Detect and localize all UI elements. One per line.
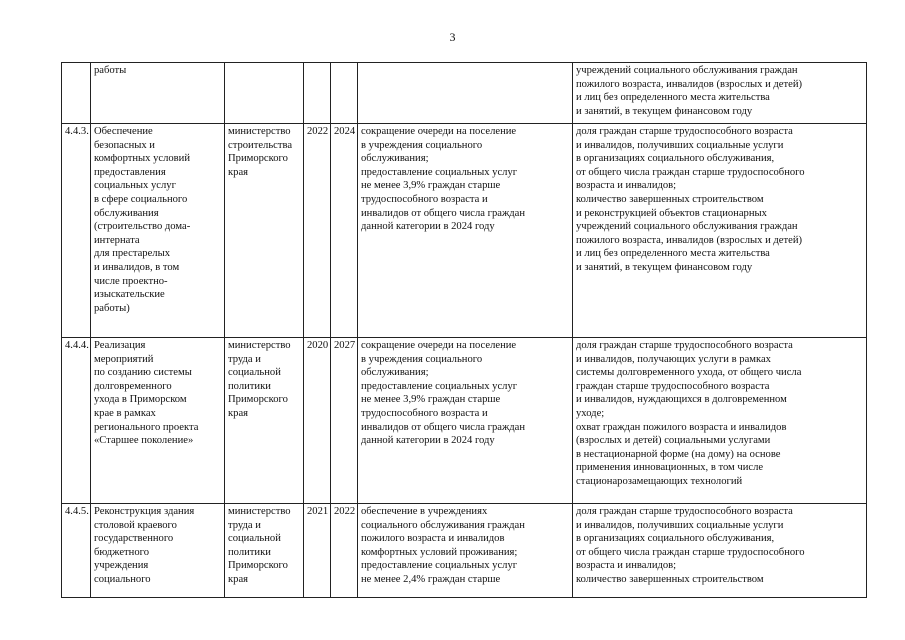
text-line: предоставления — [94, 166, 166, 178]
year-end-cell: 2027 — [331, 338, 358, 504]
row-number: 4.4.3. — [62, 124, 91, 338]
text-line: крае в рамках — [94, 407, 156, 419]
text-line: Обеспечение — [94, 126, 153, 137]
text-line: пожилого возраста и инвалидов — [361, 533, 505, 545]
year-start-cell: 2022 — [304, 124, 331, 338]
text-line: и инвалидов, нуждающихся в долговременном — [576, 394, 787, 406]
text-line: (строительство дома- — [94, 221, 191, 233]
text-line: строительства — [228, 139, 293, 151]
text-line: политики — [228, 546, 271, 558]
text-line: Реализация — [94, 340, 146, 351]
text-line: социальной — [228, 533, 281, 545]
text-line: уходе; — [576, 407, 605, 419]
text-line: применения инновационных, в том числе — [576, 462, 764, 474]
text-line: министерство — [228, 506, 291, 517]
text-line: количество завершенных строительством — [576, 193, 764, 205]
row-number — [62, 63, 91, 124]
expected-result-cell — [358, 124, 573, 338]
executor-cell — [225, 63, 304, 124]
text-line: данной категории в 2024 году — [361, 435, 495, 447]
year-end-cell: 2022 — [331, 504, 358, 598]
indicator-cell — [573, 338, 867, 504]
text-line: системы долговременного ухода, от общего числа — [576, 367, 802, 379]
text-line: обеспечение в учреждениях — [361, 506, 488, 517]
text-line: интерната — [94, 234, 140, 246]
text-line: государственного — [94, 533, 174, 545]
text-line: возраста и инвалидов; — [576, 560, 677, 572]
text-line: пожилого возраста, инвалидов (взрослых и детей) — [576, 234, 803, 246]
text-line: предоставление социальных услуг — [361, 380, 518, 392]
text-line: в учреждения социального — [361, 353, 483, 365]
table-row — [62, 63, 867, 124]
executor-cell — [225, 504, 304, 598]
text-line: министерство — [228, 340, 291, 351]
text-line: и инвалидов, получающих услуги в рамках — [576, 353, 771, 365]
text-line: не менее 3,9% граждан старше — [361, 180, 501, 192]
text-line: учреждений социального обслуживания граждан — [576, 221, 798, 233]
text-line: данной категории в 2024 году — [361, 221, 495, 233]
executor-cell — [225, 124, 304, 338]
text-line: учреждений социального обслуживания граждан — [576, 65, 798, 76]
year-end-cell: 2024 — [331, 124, 358, 338]
text-line: в организациях социального обслуживания, — [576, 533, 775, 545]
text-line: и занятий, в текущем финансовом году — [576, 261, 753, 273]
text-line: и реконструкцией объектов стационарных — [576, 207, 767, 219]
activity-name-cell — [91, 504, 225, 598]
text-line: количество завершенных строительством — [576, 573, 764, 585]
text-line: пожилого возраста, инвалидов (взрослых и детей) — [576, 78, 803, 90]
text-line: изыскательские — [94, 289, 165, 301]
text-line: обслуживания; — [361, 153, 429, 165]
text-line: края — [228, 166, 249, 178]
indicator-cell — [573, 63, 867, 124]
text-line: для престарелых — [94, 248, 170, 260]
text-line: и занятий, в текущем финансовом году — [576, 105, 753, 117]
text-line: социального обслуживания граждан — [361, 519, 525, 531]
executor-cell — [225, 338, 304, 504]
text-line: возраста и инвалидов; — [576, 180, 677, 192]
program-activities-table — [61, 62, 867, 598]
text-line: комфортных условий проживания; — [361, 546, 518, 558]
text-line: работы) — [94, 302, 130, 314]
text-line: по созданию системы — [94, 367, 192, 379]
indicator-cell — [573, 504, 867, 598]
text-line: и лиц без определенного места жительства — [576, 248, 770, 260]
text-line: труда и — [228, 353, 261, 365]
text-line: в нестационарной форме (на дому) на основе — [576, 448, 781, 460]
text-line: края — [228, 573, 249, 585]
text-line: бюджетного — [94, 546, 150, 558]
text-line: социального — [94, 573, 151, 585]
activity-name-cell — [91, 63, 225, 124]
text-line: в сфере социального — [94, 193, 188, 205]
year-start-cell: 2020 — [304, 338, 331, 504]
year-start-cell — [304, 63, 331, 124]
text-line: социальной — [228, 367, 281, 379]
text-line: мероприятий — [94, 353, 154, 365]
text-line: Приморского — [228, 560, 288, 572]
text-line: социальных услуг — [94, 180, 176, 192]
text-line: граждан старше трудоспособного возраста — [576, 380, 770, 392]
text-line: и инвалидов, получивших социальные услуги — [576, 139, 784, 151]
text-line: ухода в Приморском — [94, 394, 187, 406]
text-line: безопасных и — [94, 139, 155, 151]
expected-result-cell — [358, 338, 573, 504]
text-line: числе проектно- — [94, 275, 168, 287]
text-line: от общего числа граждан старше трудоспособного — [576, 546, 805, 558]
table-row — [62, 504, 867, 598]
text-line: и лиц без определенного места жительства — [576, 92, 770, 104]
text-line: и инвалидов, в том — [94, 261, 180, 273]
text-line: предоставление социальных услуг — [361, 560, 518, 572]
text-line: в учреждения социального — [361, 139, 483, 151]
text-line: предоставление социальных услуг — [361, 166, 518, 178]
text-line: доля граждан старше трудоспособного возраста — [576, 126, 793, 137]
text-line: от общего числа граждан старше трудоспособного — [576, 166, 805, 178]
expected-result-cell — [358, 63, 573, 124]
text-line: столовой краевого — [94, 519, 177, 531]
text-line: не менее 2,4% граждан старше — [361, 573, 501, 585]
year-start-cell: 2021 — [304, 504, 331, 598]
table-row — [62, 338, 867, 504]
text-line: регионального проекта — [94, 421, 199, 433]
row-number: 4.4.4. — [62, 338, 91, 504]
text-line: доля граждан старше трудоспособного возраста — [576, 340, 793, 351]
text-line: трудоспособного возраста и — [361, 407, 488, 419]
text-line: края — [228, 407, 249, 419]
text-line: и инвалидов, получивших социальные услуги — [576, 519, 784, 531]
text-line: Приморского — [228, 394, 288, 406]
text-line: доля граждан старше трудоспособного возраста — [576, 506, 793, 517]
text-line: учреждения — [94, 560, 149, 572]
text-line: стационарозамещающих технологий — [576, 475, 743, 487]
text-line: не менее 3,9% граждан старше — [361, 394, 501, 406]
row-number: 4.4.5. — [62, 504, 91, 598]
text-line: обслуживания — [94, 207, 159, 219]
text-line: обслуживания; — [361, 367, 429, 379]
activity-name-cell — [91, 338, 225, 504]
text-line: министерство — [228, 126, 291, 137]
text-line: «Старшее поколение» — [94, 435, 194, 447]
expected-result-cell — [358, 504, 573, 598]
text-line: долговременного — [94, 380, 172, 392]
table-row — [62, 124, 867, 338]
activity-name-cell — [91, 124, 225, 338]
text-line: политики — [228, 380, 271, 392]
text-line: сокращение очереди на поселение — [361, 126, 517, 137]
text-line: охват граждан пожилого возраста и инвалидов — [576, 421, 787, 433]
page-number: 3 — [449, 30, 456, 44]
text-line: сокращение очереди на поселение — [361, 340, 517, 351]
text-line: работы — [94, 65, 127, 76]
year-end-cell — [331, 63, 358, 124]
text-line: (взрослых и детей) социальными услугами — [576, 435, 771, 447]
text-line: Реконструкция здания — [94, 506, 195, 517]
indicator-cell — [573, 124, 867, 338]
text-line: комфортных условий — [94, 153, 191, 165]
text-line: трудоспособного возраста и — [361, 193, 488, 205]
text-line: инвалидов от общего числа граждан — [361, 207, 526, 219]
text-line: инвалидов от общего числа граждан — [361, 421, 526, 433]
text-line: Приморского — [228, 153, 288, 165]
text-line: в организациях социального обслуживания, — [576, 153, 775, 165]
text-line: труда и — [228, 519, 261, 531]
